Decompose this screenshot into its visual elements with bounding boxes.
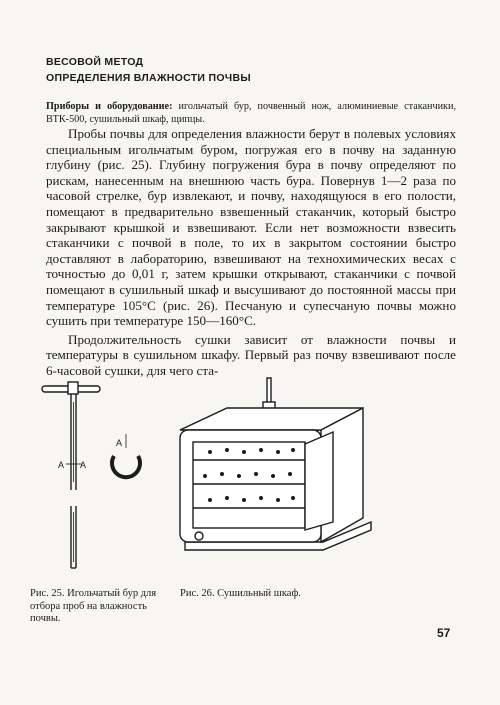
section-heading (46, 54, 426, 86)
body-text (46, 126, 456, 379)
equipment-list: игольчатый бур, почвенный нож, алюминиевые стаканчики, ВТК-500, сушильный шкаф, щипцы. (46, 101, 457, 125)
auger-cross-section (112, 456, 140, 477)
section-label-top: А (116, 438, 123, 448)
figure-26-drying-oven-illustration (175, 372, 415, 582)
page-number: 57 (437, 626, 451, 640)
heading-line-1: ВЕСОВОЙ МЕТОД (46, 56, 144, 68)
oven-knob (195, 532, 203, 540)
section-label-left: А (58, 460, 65, 470)
figures-area (30, 372, 470, 582)
section-label-right: А (80, 460, 87, 470)
equipment-label: Приборы и оборудование: (46, 101, 173, 112)
oven-chamber (193, 442, 305, 528)
figure-25-auger-illustration (30, 372, 160, 582)
oven-door (305, 432, 333, 530)
paragraph-drying: Продолжительность сушки зависит от влажности почвы и температуры в сушильном шкафу. Первый раз почву взвешивают после 6-часовой сушки, для чего ста- (46, 331, 456, 378)
equipment-paragraph (46, 100, 456, 126)
figure-25-caption: Рис. 25. Игольчатый бур для отбора проб на влажность почвы. (30, 588, 157, 624)
figure-26-caption: Рис. 26. Сушильный шкаф. (180, 588, 301, 599)
heading-line-2: ОПРЕДЕЛЕНИЯ ВЛАЖНОСТИ ПОЧВЫ (46, 72, 251, 84)
paragraph-sampling: Пробы почвы для определения влажности берут в полевых условиях специальным игольчатым буром, погружая его в почву на заданную глубину (рис. 25). Глубину погружения бура в почву определяют по рискам, нанесенным на внешнюю часть бура. Повернув 1—2 раза по часовой стрелке, бур извлекают, и почву, находящуюся в его полости, помещают в предварительно взвешенный стаканчик, который быстро закрывают крышкой и взвешивают. Если нет возможности взвесить стаканчики с почвой в поле, то их в закрытом состоянии быстро доставляют в лабораторию, взвешивают на технохимических весах с точностью до 0,01 г, затем крышки открывают, стаканчики с почвой помещают в сушильный шкаф и высушивают до постоянной массы при температуре 105°С (рис. 26). Песчаную и супесчаную почвы можно сушить при температуре 150—160°С. (46, 126, 456, 329)
auger-handle-joint (68, 382, 78, 394)
